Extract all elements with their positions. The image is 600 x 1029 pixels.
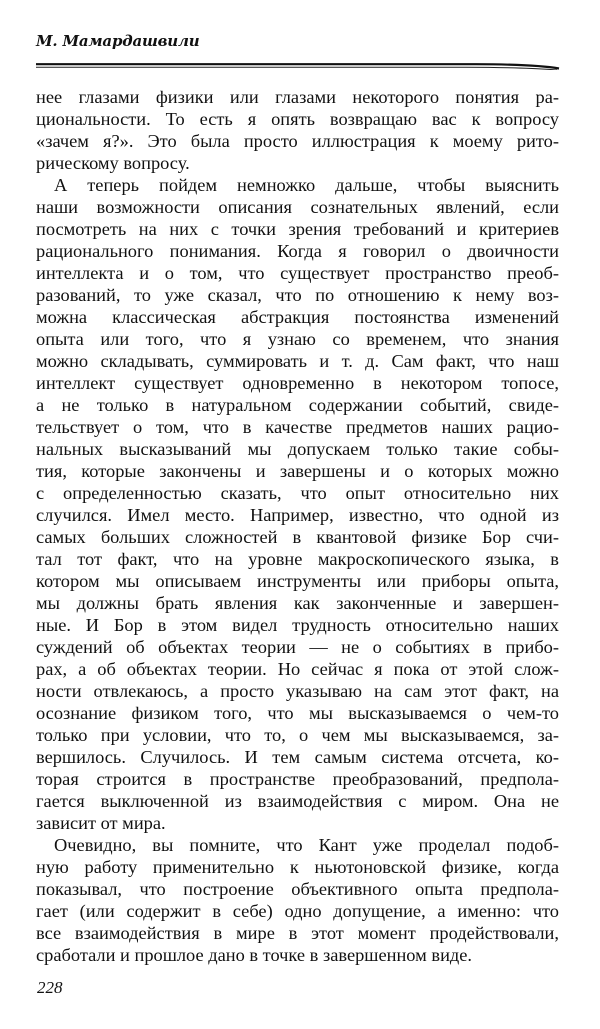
text-line: наши возможности описания сознательных явлений, если: [36, 197, 559, 217]
text-line: только при условии, что то, о чем мы высказываемся, за-: [36, 725, 559, 745]
text-line: А теперь пойдем немножко дальше, чтобы выяснить: [54, 175, 559, 195]
running-head-author: М. Мамардашвили: [36, 32, 200, 50]
header-double-rule: [36, 62, 560, 70]
text-line: тия, которые закончены и завершены и о которых можно: [36, 461, 559, 481]
text-line: гает (или содержит в себе) одно допущение, а именно: что: [36, 901, 559, 921]
text-line: посмотреть на них с точки зрения требований и критериев: [36, 219, 559, 239]
text-line: ные. И Бор в этом видел трудность относительно наших: [36, 615, 559, 635]
text-line: рационального понимания. Когда я говорил о двоичности: [36, 241, 559, 261]
text-line: нальных высказываний мы допускаем только такие собы-: [36, 439, 559, 459]
text-line: Очевидно, вы помните, что Кант уже проделал подоб-: [54, 835, 559, 855]
paragraph: [36, 174, 559, 834]
text-line: мы должны брать явления как законченные и завершен-: [36, 593, 559, 613]
text-line: случился. Имел место. Например, известно, что одной из: [36, 505, 559, 525]
body-text: [36, 86, 559, 966]
text-line: интеллект существует одновременно в некотором топосе,: [36, 373, 559, 393]
text-line: вершилось. Случилось. И тем самым система отсчета, ко-: [36, 747, 559, 767]
text-line: рическому вопросу.: [36, 153, 190, 173]
text-line: тал тот факт, что на уровне макроскопического языка, в: [36, 549, 559, 569]
text-line: а не только в натуральном содержании событий, свиде-: [36, 395, 559, 415]
text-line: с определенностью сказать, что опыт относительно них: [36, 483, 559, 503]
text-line: суждений об объектах теории — не о событиях в прибо-: [36, 637, 559, 657]
text-line: осознание физиком того, что мы высказываемся о чем-то: [36, 703, 559, 723]
text-line: гается выключенной из взаимодействия с миром. Она не: [36, 791, 559, 811]
text-line: нее глазами физики или глазами некоторого понятия ра-: [36, 87, 559, 107]
text-line: разований, то уже сказал, что по отношению к нему воз-: [36, 285, 559, 305]
text-line: ности отвлекаюсь, а просто указываю на сам этот факт, на: [36, 681, 559, 701]
text-line: ную работу применительно к ньютоновской физике, когда: [36, 857, 559, 877]
text-line: все взаимодействия в мире в этот момент продействовали,: [36, 923, 559, 943]
text-line: торая строится в пространстве преобразований, предпола-: [36, 769, 559, 789]
text-line: зависит от мира.: [36, 813, 166, 833]
text-line: опыта или того, что я узнаю со временем, что знания: [36, 329, 559, 349]
text-line: рах, а об объектах теории. Но сейчас я пока от этой слож-: [36, 659, 559, 679]
text-line: циональности. То есть я опять возвращаю вас к вопросу: [36, 109, 559, 129]
text-line: можно складывать, суммировать и т. д. Сам факт, что наш: [36, 351, 559, 371]
text-line: котором мы описываем инструменты или приборы опыта,: [36, 571, 559, 591]
text-line: «зачем я?». Это была просто иллюстрация к моему рито-: [36, 131, 559, 151]
text-line: самых больших сложностей в квантовой физике Бор счи-: [36, 527, 559, 547]
text-line: тельствует о том, что в качестве предметов наших рацио-: [36, 417, 559, 437]
text-line: можна классическая абстракция постоянства изменений: [36, 307, 559, 327]
text-line: сработали и прошлое дано в точке в завершенном виде.: [36, 945, 473, 965]
paragraph: [36, 834, 559, 966]
text-line: показывал, что построение объективного опыта предпола-: [36, 879, 559, 899]
paragraph: [36, 86, 559, 174]
text-line: интеллекта и о том, что существует пространство преоб-: [36, 263, 559, 283]
page-number: 228: [37, 978, 63, 997]
